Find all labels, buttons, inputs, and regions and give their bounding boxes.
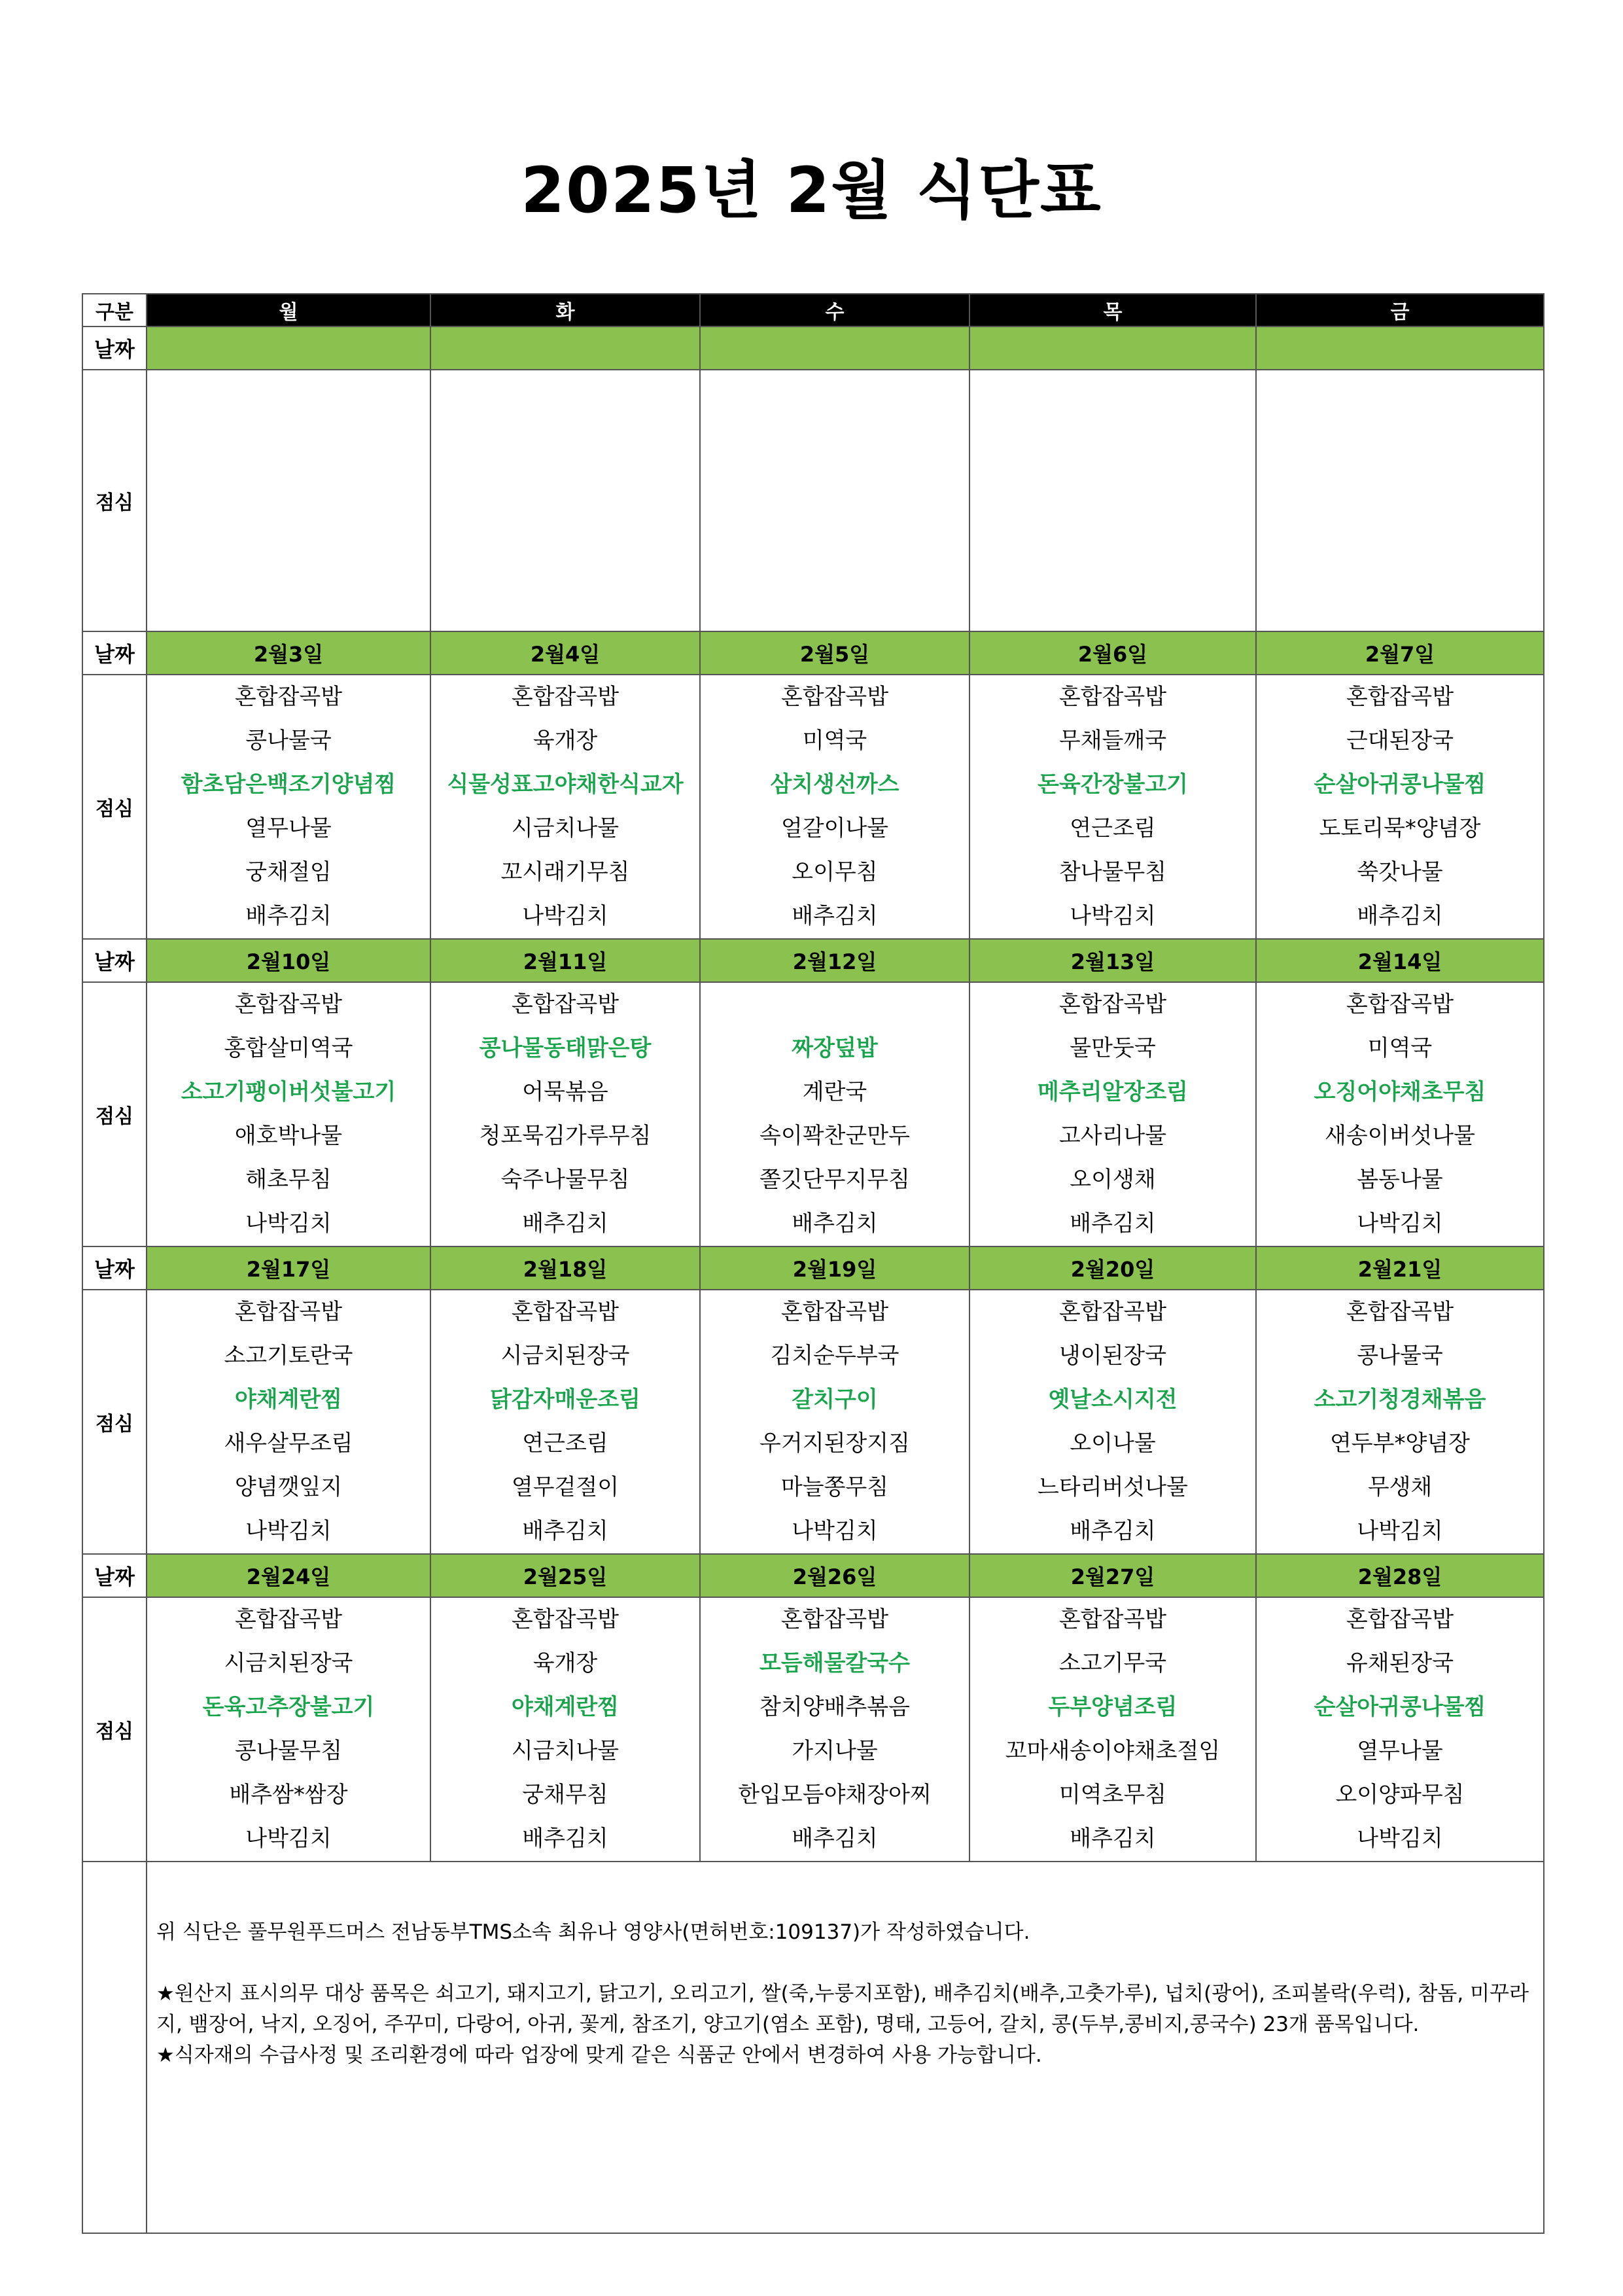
- menu-item: 혼합잡곡밥: [234, 1606, 343, 1633]
- main-dish: 메추리알장조림: [1038, 1079, 1188, 1105]
- date-row: [82, 1554, 1544, 1597]
- change-note: ★식자재의 수급사정 및 조리환경에 따라 업장에 맞게 같은 식품군 안에서 변경하여 사용 가능합니다.: [156, 2043, 1042, 2067]
- menu-item: 배추김치: [792, 1826, 878, 1852]
- menu-item: 쫄깃단무지무침: [759, 1167, 910, 1193]
- date-cell: 2월11일: [430, 939, 700, 982]
- day-header-thu: 목: [969, 294, 1256, 327]
- menu-item: 배추쌈*쌈장: [229, 1782, 348, 1808]
- main-dish: 함초담은백조기양념찜: [181, 771, 396, 798]
- menu-item: 육개장: [532, 1650, 598, 1676]
- main-dish: 순살아귀콩나물찜: [1314, 1694, 1486, 1720]
- menu-item: 도토리묵*양념장: [1319, 815, 1481, 841]
- date-cell: 2월20일: [969, 1246, 1256, 1290]
- lunch-cell: [430, 1597, 700, 1862]
- menu-item: 열무겉절이: [511, 1474, 620, 1500]
- main-dish: 야채계란찜: [234, 1386, 343, 1413]
- menu-item: 혼합잡곡밥: [234, 1299, 343, 1325]
- menu-item: 오이생채: [1070, 1167, 1156, 1193]
- lunch-cell-empty: [700, 370, 969, 631]
- menu-item: 혼합잡곡밥: [511, 991, 620, 1017]
- notes-cell: [147, 1862, 1544, 2233]
- menu-item: 혼합잡곡밥: [511, 1606, 620, 1633]
- lunch-cell: [700, 982, 969, 1246]
- lunch-label: 점심: [82, 1290, 147, 1554]
- main-dish: 소고기팽이버섯불고기: [181, 1079, 396, 1105]
- date-cell: 2월26일: [700, 1554, 969, 1597]
- date-cell-empty: [969, 327, 1256, 370]
- lunch-cell: [1256, 1290, 1544, 1554]
- menu-item: 나박김치: [1357, 1518, 1443, 1544]
- day-header-fri: 금: [1256, 294, 1544, 327]
- menu-item: 봄동나물: [1357, 1167, 1443, 1193]
- author-note: 위 식단은 풀무원푸드머스 전남동부TMS소속 최유나 영양사(면허번호:109137)가 작성하였습니다.: [156, 1920, 1030, 1944]
- menu-item: 연근조림: [1070, 815, 1156, 841]
- menu-item: 혼합잡곡밥: [780, 1606, 889, 1633]
- menu-item: 연근조림: [522, 1430, 608, 1457]
- lunch-cell: [1256, 1597, 1544, 1862]
- menu-item: 나박김치: [245, 1826, 332, 1852]
- lunch-cell: [700, 1597, 969, 1862]
- main-dish: 갈치구이: [792, 1386, 878, 1413]
- lunch-cell: [969, 982, 1256, 1246]
- menu-item: 배추김치: [792, 1210, 878, 1237]
- menu-item: 참치양배추볶음: [759, 1694, 910, 1720]
- date-cell: 2월7일: [1256, 631, 1544, 675]
- date-label: 날짜: [82, 939, 147, 982]
- menu-item: 속이꽉찬군만두: [759, 1123, 910, 1149]
- menu-item: 청포묵김가루무침: [479, 1123, 652, 1149]
- lunch-cell: [430, 675, 700, 939]
- lunch-cell-empty: [1256, 370, 1544, 631]
- menu-item: 배추김치: [522, 1826, 608, 1852]
- menu-item: 연두부*양념장: [1329, 1430, 1471, 1457]
- menu-item: 꼬마새송이야채초절임: [1005, 1738, 1221, 1764]
- menu-item: 시금치나물: [511, 815, 620, 841]
- lunch-label: 점심: [82, 1597, 147, 1862]
- menu-item: 오이양파무침: [1335, 1782, 1465, 1808]
- menu-item: 한입모듬야채장아찌: [738, 1782, 932, 1808]
- menu-item: 새우살무조림: [224, 1430, 353, 1457]
- origin-note: ★원산지 표시의무 대상 품목은 쇠고기, 돼지고기, 닭고기, 오리고기, 쌀(죽,누룽지포함), 배추김치(배추,고춧가루), 넙치(광어), 조피볼락(우럭), 참돔, 미꾸라지, 뱀장어, 낙지, 오징어, 주꾸미, 다랑어, 아귀, 꽃게, 참조기, 양고기(염소 포함), 명태, 고등어, 갈치, 콩(두부,콩비지,콩국수) 23개 품목입니다.: [156, 1982, 1529, 2036]
- menu-item: 느타리버섯나물: [1038, 1474, 1188, 1500]
- menu-item: 배추김치: [1070, 1518, 1156, 1544]
- menu-item: 애호박나물: [234, 1123, 343, 1149]
- menu-item: 오이무침: [792, 859, 878, 885]
- date-cell: 2월3일: [147, 631, 430, 675]
- menu-item: 혼합잡곡밥: [1346, 684, 1454, 710]
- main-dish: 오징어야채초무침: [1314, 1079, 1486, 1105]
- date-cell: 2월6일: [969, 631, 1256, 675]
- menu-item: 새송이버섯나물: [1325, 1123, 1475, 1149]
- menu-item: 배추김치: [792, 903, 878, 929]
- menu-item: 마늘쫑무침: [780, 1474, 889, 1500]
- menu-item: 가지나물: [792, 1738, 878, 1764]
- lunch-row: [82, 1290, 1544, 1554]
- lunch-cell-empty: [430, 370, 700, 631]
- menu-item: 배추김치: [522, 1518, 608, 1544]
- date-cell-empty: [147, 327, 430, 370]
- lunch-cell: [430, 1290, 700, 1554]
- date-cell-empty: [700, 327, 969, 370]
- date-cell: 2월4일: [430, 631, 700, 675]
- date-cell: 2월18일: [430, 1246, 700, 1290]
- date-row: [82, 1246, 1544, 1290]
- menu-item: 혼합잡곡밥: [234, 684, 343, 710]
- date-cell: 2월17일: [147, 1246, 430, 1290]
- main-dish: 닭감자매운조림: [490, 1386, 640, 1413]
- menu-item: 우거지된장지짐: [759, 1430, 910, 1457]
- menu-item: 나박김치: [1357, 1826, 1443, 1852]
- lunch-row: [82, 1597, 1544, 1862]
- menu-item: 배추김치: [1070, 1210, 1156, 1237]
- day-header-mon: 월: [147, 294, 430, 327]
- menu-item: 배추김치: [1357, 903, 1443, 929]
- menu-item: 나박김치: [245, 1518, 332, 1544]
- menu-item: 나박김치: [245, 1210, 332, 1237]
- menu-item: 홍합살미역국: [224, 1035, 353, 1061]
- date-cell: 2월13일: [969, 939, 1256, 982]
- lunch-cell: [969, 675, 1256, 939]
- menu-item: 열무나물: [1357, 1738, 1443, 1764]
- menu-item: 혼합잡곡밥: [1058, 1606, 1167, 1633]
- lunch-cell: [147, 982, 430, 1246]
- menu-item: 혼합잡곡밥: [511, 1299, 620, 1325]
- main-dish: 소고기청경채볶음: [1314, 1386, 1486, 1413]
- page-title: 2025년 2월 식단표: [521, 154, 1102, 227]
- menu-item: 혼합잡곡밥: [1346, 1299, 1454, 1325]
- lunch-cell: [1256, 982, 1544, 1246]
- menu-item: 혼합잡곡밥: [234, 991, 343, 1017]
- date-cell: 2월27일: [969, 1554, 1256, 1597]
- main-dish: 야채계란찜: [511, 1694, 620, 1720]
- menu-item: 참나물무침: [1058, 859, 1167, 885]
- lunch-label: 점심: [82, 370, 147, 631]
- main-dish: 식물성표고야채한식교자: [447, 771, 684, 798]
- day-header-tue: 화: [430, 294, 700, 327]
- main-dish: 삼치생선까스: [770, 771, 899, 798]
- menu-item: 김치순두부국: [770, 1343, 899, 1369]
- date-cell: 2월12일: [700, 939, 969, 982]
- lunch-row: [82, 982, 1544, 1246]
- menu-item: 미역국: [802, 728, 867, 754]
- notes-label-cell: [82, 1862, 147, 2233]
- lunch-cell: [1256, 675, 1544, 939]
- date-label: 날짜: [82, 327, 147, 370]
- menu-item: 혼합잡곡밥: [511, 684, 620, 710]
- menu-item: 궁채무침: [522, 1782, 608, 1808]
- date-cell-empty: [1256, 327, 1544, 370]
- menu-item: 혼합잡곡밥: [780, 1299, 889, 1325]
- lunch-cell: [430, 982, 700, 1246]
- notes-row: [82, 1862, 1544, 2233]
- menu-item: 소고기토란국: [224, 1343, 353, 1369]
- menu-item: 궁채절임: [245, 859, 332, 885]
- main-dish: 짜장덮밥: [792, 1035, 878, 1061]
- date-label: 날짜: [82, 1554, 147, 1597]
- date-cell: 2월14일: [1256, 939, 1544, 982]
- menu-item: 콩나물무침: [234, 1738, 343, 1764]
- menu-item: 냉이된장국: [1058, 1343, 1167, 1369]
- menu-table: [82, 293, 1544, 2234]
- lunch-cell-empty: [147, 370, 430, 631]
- menu-item: 나박김치: [1357, 1210, 1443, 1237]
- main-dish: 두부양념조림: [1048, 1694, 1178, 1720]
- menu-item: 열무나물: [245, 815, 332, 841]
- menu-item: 미역초무침: [1058, 1782, 1167, 1808]
- menu-item: 시금치된장국: [500, 1343, 630, 1369]
- menu-item: 얼갈이나물: [780, 815, 889, 841]
- menu-item: 계란국: [802, 1079, 867, 1105]
- menu-item: 근대된장국: [1346, 728, 1454, 754]
- lunch-cell: [700, 1290, 969, 1554]
- header-row: [82, 294, 1544, 327]
- day-header-wed: 수: [700, 294, 969, 327]
- lunch-cell: [969, 1597, 1256, 1862]
- lunch-row-empty: [82, 370, 1544, 631]
- date-label: 날짜: [82, 631, 147, 675]
- lunch-cell: [147, 675, 430, 939]
- menu-item: 무생채: [1367, 1474, 1433, 1500]
- menu-item: 꼬시래기무침: [500, 859, 630, 885]
- menu-item: 나박김치: [792, 1518, 878, 1544]
- menu-item: 양념깻잎지: [234, 1474, 343, 1500]
- date-cell: 2월28일: [1256, 1554, 1544, 1597]
- lunch-cell: [969, 1290, 1256, 1554]
- lunch-label: 점심: [82, 675, 147, 939]
- main-dish: 옛날소시지전: [1048, 1386, 1178, 1413]
- main-dish: 순살아귀콩나물찜: [1314, 771, 1486, 798]
- menu-item: [701, 983, 969, 1027]
- menu-item: 배추김치: [1070, 1826, 1156, 1852]
- menu-item: 배추김치: [522, 1210, 608, 1237]
- menu-item: 소고기무국: [1058, 1650, 1167, 1676]
- menu-item: 시금치나물: [511, 1738, 620, 1764]
- menu-item: 물만둣국: [1070, 1035, 1156, 1061]
- lunch-cell: [147, 1290, 430, 1554]
- date-row-empty: [82, 327, 1544, 370]
- menu-item: 혼합잡곡밥: [1346, 991, 1454, 1017]
- menu-item: 혼합잡곡밥: [1346, 1606, 1454, 1633]
- menu-item: 해초무침: [245, 1167, 332, 1193]
- menu-item: 나박김치: [1070, 903, 1156, 929]
- date-cell: 2월5일: [700, 631, 969, 675]
- main-dish: 돈육간장불고기: [1038, 771, 1188, 798]
- menu-item: 혼합잡곡밥: [780, 684, 889, 710]
- lunch-label: 점심: [82, 982, 147, 1246]
- menu-item: 미역국: [1367, 1035, 1433, 1061]
- lunch-row: [82, 675, 1544, 939]
- note-spacer: [156, 1948, 1535, 1979]
- menu-item: 유채된장국: [1346, 1650, 1454, 1676]
- menu-item: 배추김치: [245, 903, 332, 929]
- menu-item: 콩나물국: [1357, 1343, 1443, 1369]
- date-cell: 2월24일: [147, 1554, 430, 1597]
- menu-item: 혼합잡곡밥: [1058, 1299, 1167, 1325]
- date-row: [82, 631, 1544, 675]
- main-dish: 콩나물동태맑은탕: [479, 1035, 652, 1061]
- menu-item: 고사리나물: [1058, 1123, 1167, 1149]
- date-cell: 2월19일: [700, 1246, 969, 1290]
- menu-item: 혼합잡곡밥: [1058, 991, 1167, 1017]
- lunch-cell: [147, 1597, 430, 1862]
- menu-item: 오이나물: [1070, 1430, 1156, 1457]
- menu-item: 어묵볶음: [522, 1079, 608, 1105]
- menu-item: 콩나물국: [245, 728, 332, 754]
- menu-item: 나박김치: [522, 903, 608, 929]
- menu-item: 숙주나물무침: [500, 1167, 630, 1193]
- main-dish: 모듬해물칼국수: [759, 1650, 910, 1676]
- menu-item: 쑥갓나물: [1357, 859, 1443, 885]
- menu-item: 육개장: [532, 728, 598, 754]
- menu-table-body: [82, 294, 1544, 2233]
- date-cell: 2월21일: [1256, 1246, 1544, 1290]
- date-row: [82, 939, 1544, 982]
- date-label: 날짜: [82, 1246, 147, 1290]
- category-header: 구분: [82, 294, 147, 327]
- date-cell-empty: [430, 327, 700, 370]
- date-cell: 2월25일: [430, 1554, 700, 1597]
- lunch-cell-empty: [969, 370, 1256, 631]
- menu-item: 혼합잡곡밥: [1058, 684, 1167, 710]
- main-dish: 돈육고추장불고기: [202, 1694, 375, 1720]
- menu-item: 무채들깨국: [1058, 728, 1167, 754]
- date-cell: 2월10일: [147, 939, 430, 982]
- lunch-cell: [700, 675, 969, 939]
- menu-item: 시금치된장국: [224, 1650, 353, 1676]
